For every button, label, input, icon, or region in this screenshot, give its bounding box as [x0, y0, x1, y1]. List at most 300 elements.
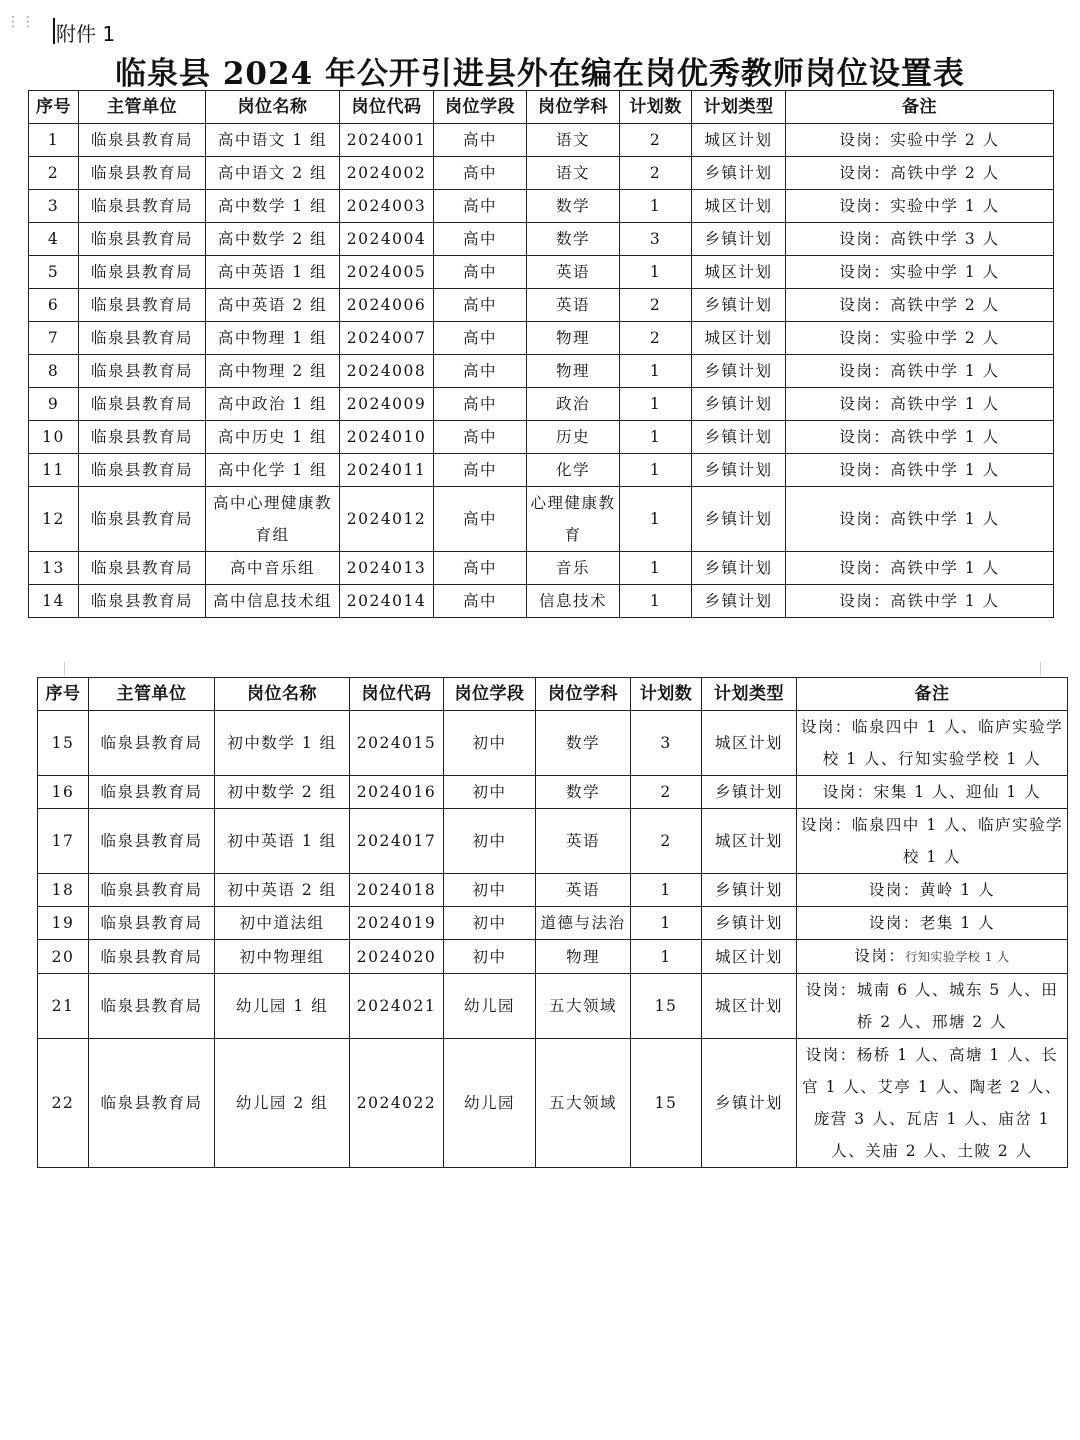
cell-no-text: 13: [42, 559, 65, 577]
cell-type: [702, 711, 797, 776]
cell-name-text: 幼儿园 1 组: [235, 997, 329, 1015]
cell-subject: [536, 776, 631, 809]
cell-unit-text: 临泉县教育局: [100, 783, 203, 801]
cell-code: [340, 223, 434, 256]
cell-name: [206, 289, 340, 322]
cell-stage-text: 高中: [462, 197, 497, 215]
cell-name-text: 高中化学 1 组: [217, 461, 328, 479]
cell-code: [340, 124, 434, 157]
cell-no-text: 8: [47, 362, 60, 380]
cell-no: [29, 157, 79, 190]
cell-count-text: 1: [649, 461, 662, 479]
cell-count-text: 2: [649, 131, 662, 149]
cell-type: [702, 907, 797, 940]
cell-note-text: 设岗：黄岭 1 人: [868, 881, 996, 899]
cell-unit-text: 临泉县教育局: [90, 428, 193, 446]
cell-stage: [434, 421, 527, 454]
cell-name: [215, 974, 350, 1039]
cell-note-text: 设岗：高铁中学 1 人: [839, 395, 1000, 413]
cell-note-text: 设岗：高铁中学 1 人: [839, 559, 1000, 577]
cell-type-text: 乡镇计划: [714, 1094, 783, 1112]
cell-subject-text: 物理: [555, 362, 590, 380]
cell-name: [206, 256, 340, 289]
cell-name: [206, 157, 340, 190]
cell-type: [692, 223, 786, 256]
cell-count-text: 3: [660, 734, 672, 752]
cell-no: [29, 256, 79, 289]
cell-unit: [79, 454, 206, 487]
cell-subject: [536, 974, 631, 1039]
cell-note: [786, 157, 1054, 190]
cell-subject-text: 数学: [555, 197, 590, 215]
cell-subject: [527, 585, 620, 618]
cell-no: [38, 874, 89, 907]
cell-subject-text: 化学: [555, 461, 590, 479]
cell-name-text: 高中历史 1 组: [217, 428, 328, 446]
cell-subject: [527, 388, 620, 421]
cell-no-text: 12: [42, 510, 65, 528]
cell-subject: [527, 289, 620, 322]
cell-subject: [527, 454, 620, 487]
cell-no-text: 18: [51, 881, 75, 899]
cell-unit-text: 临泉县教育局: [90, 296, 193, 314]
cell-name: [206, 454, 340, 487]
cell-type-text: 城区计划: [704, 197, 773, 215]
cell-stage: [444, 940, 536, 974]
cell-stage-text: 高中: [462, 362, 497, 380]
table-row: [38, 1039, 1068, 1168]
cell-note-text: 设岗：高铁中学 2 人: [839, 164, 1000, 182]
cell-subject-text: 五大领域: [548, 997, 617, 1015]
cell-subject: [527, 124, 620, 157]
cell-note-text: 设岗：实验中学 1 人: [839, 197, 1000, 215]
cell-code-text: 2024004: [346, 230, 427, 248]
cell-subject: [527, 487, 620, 552]
cell-no-text: 16: [51, 783, 75, 801]
cell-unit: [79, 289, 206, 322]
cell-stage: [444, 711, 536, 776]
cell-note-text: 设岗：高铁中学 3 人: [839, 230, 1000, 248]
cell-subject: [527, 190, 620, 223]
cell-note: [797, 1039, 1068, 1168]
cell-stage: [434, 585, 527, 618]
cell-no-text: 4: [47, 230, 60, 248]
cell-name-text: 高中英语 1 组: [217, 263, 328, 281]
cell-name-text: 高中心理健康教育组: [212, 494, 332, 544]
cell-note: [786, 124, 1054, 157]
column-header: 序号: [29, 91, 79, 124]
cell-note-text: 设岗：高铁中学 1 人: [839, 510, 1000, 528]
cell-code-text: 2024018: [356, 881, 437, 899]
cell-type-text: 乡镇计划: [704, 428, 773, 446]
cell-unit-text: 临泉县教育局: [90, 131, 193, 149]
table-row: [29, 289, 1054, 322]
cell-unit-text: 临泉县教育局: [100, 997, 203, 1015]
table-row: [38, 776, 1068, 809]
cell-unit-text: 临泉县教育局: [90, 362, 193, 380]
cell-name-text: 初中英语 1 组: [227, 832, 337, 850]
cell-unit: [79, 552, 206, 585]
cell-note: [797, 874, 1068, 907]
cell-note-text: 设岗：宋集 1 人、迎仙 1 人: [822, 783, 1042, 801]
cell-type-text: 乡镇计划: [714, 914, 783, 932]
cell-code-text: 2024006: [346, 296, 427, 314]
cell-subject-text: 物理: [565, 947, 600, 966]
positions-table-middle-kindergarten: [37, 677, 1068, 1168]
cell-code-text: 2024012: [346, 510, 427, 528]
cell-code: [350, 974, 444, 1039]
cell-code: [350, 809, 444, 874]
cell-no-text: 3: [47, 197, 60, 215]
cell-subject-text: 数学: [565, 783, 600, 801]
cell-subject-text: 历史: [555, 428, 590, 446]
cell-count: [620, 355, 692, 388]
cell-type: [702, 776, 797, 809]
page-break-marker: [1040, 662, 1041, 676]
column-header: 岗位学科: [527, 91, 620, 124]
table-row: [29, 552, 1054, 585]
cell-stage: [434, 322, 527, 355]
cell-unit-text: 临泉县教育局: [90, 559, 193, 577]
cell-type-text: 城区计划: [714, 947, 783, 966]
cell-code-text: 2024017: [356, 832, 437, 850]
column-header: 岗位名称: [206, 91, 340, 124]
cell-no: [29, 223, 79, 256]
cell-code-text: 2024016: [356, 783, 437, 801]
cell-count-text: 1: [649, 395, 662, 413]
cell-no-text: 15: [51, 734, 75, 752]
cell-unit-text: 临泉县教育局: [100, 1094, 203, 1112]
cell-name-text: 初中数学 1 组: [227, 734, 337, 752]
cell-note: [786, 322, 1054, 355]
cell-no-text: 9: [47, 395, 60, 413]
cell-note: [797, 940, 1068, 974]
cell-note-small-text: 行知实验学校 1 人: [905, 950, 1010, 964]
cell-stage-text: 初中: [472, 783, 507, 801]
cell-count: [620, 157, 692, 190]
drag-handle-icon[interactable]: ⋮⋮: [6, 14, 36, 30]
cell-code-text: 2024007: [346, 329, 427, 347]
cell-unit-text: 临泉县教育局: [90, 263, 193, 281]
cell-unit-text: 临泉县教育局: [90, 592, 193, 610]
cell-type: [692, 190, 786, 223]
cell-type-text: 乡镇计划: [704, 461, 773, 479]
cell-code: [340, 322, 434, 355]
cell-type: [702, 1039, 797, 1168]
cell-no-text: 20: [51, 947, 75, 966]
cell-code-text: 2024003: [346, 197, 427, 215]
cell-count-text: 1: [649, 592, 662, 610]
cell-no: [38, 907, 89, 940]
cell-name: [215, 1039, 350, 1168]
cell-name: [206, 585, 340, 618]
cell-code-text: 2024005: [346, 263, 427, 281]
cell-note: [797, 809, 1068, 874]
cell-code: [340, 552, 434, 585]
cell-type: [692, 355, 786, 388]
cell-stage: [444, 776, 536, 809]
cell-unit: [89, 776, 215, 809]
cell-code-text: 2024013: [346, 559, 427, 577]
cell-stage-text: 高中: [462, 329, 497, 347]
cell-subject-text: 信息技术: [538, 592, 607, 610]
cell-subject-text: 英语: [565, 881, 600, 899]
cell-note: [786, 355, 1054, 388]
cell-name: [215, 809, 350, 874]
column-header: 岗位代码: [350, 678, 444, 711]
cell-type-text: 乡镇计划: [714, 881, 783, 899]
cell-unit-text: 临泉县教育局: [100, 734, 203, 752]
cell-count-text: 15: [654, 997, 678, 1015]
cell-stage: [444, 1039, 536, 1168]
cell-unit: [79, 223, 206, 256]
cell-count: [620, 487, 692, 552]
cell-count-text: 1: [649, 510, 662, 528]
cell-code: [340, 157, 434, 190]
cell-type: [702, 809, 797, 874]
cell-count: [620, 124, 692, 157]
cell-count: [631, 907, 702, 940]
cell-subject: [536, 809, 631, 874]
table-row: [29, 355, 1054, 388]
cell-note: [786, 421, 1054, 454]
cell-name-text: 初中道法组: [239, 914, 325, 932]
cell-subject-text: 语文: [555, 131, 590, 149]
cell-count: [631, 874, 702, 907]
cell-subject: [527, 421, 620, 454]
column-header: 计划数: [620, 91, 692, 124]
column-header: 岗位名称: [215, 678, 350, 711]
table-row: [29, 421, 1054, 454]
cell-name: [215, 874, 350, 907]
cell-unit-text: 临泉县教育局: [90, 461, 193, 479]
cell-unit-text: 临泉县教育局: [90, 197, 193, 215]
cell-stage: [434, 256, 527, 289]
cell-note: [786, 256, 1054, 289]
cell-type-text: 城区计划: [714, 734, 783, 752]
table-row: [29, 585, 1054, 618]
cell-subject-text: 数学: [565, 734, 600, 752]
cell-type: [702, 940, 797, 974]
cell-unit: [89, 1039, 215, 1168]
cell-subject-text: 心理健康教育: [530, 494, 616, 544]
cell-unit: [79, 355, 206, 388]
cell-unit: [79, 487, 206, 552]
cell-no-text: 5: [47, 263, 60, 281]
cell-stage: [444, 809, 536, 874]
cell-subject: [527, 355, 620, 388]
cell-unit-text: 临泉县教育局: [90, 329, 193, 347]
cell-code-text: 2024022: [356, 1094, 437, 1112]
cell-code-text: 2024001: [346, 131, 427, 149]
cell-unit: [89, 874, 215, 907]
cell-stage: [434, 223, 527, 256]
table-row: [38, 940, 1068, 974]
table-header-row: [29, 91, 1054, 124]
cell-unit-text: 临泉县教育局: [100, 914, 203, 932]
cell-type-text: 城区计划: [704, 263, 773, 281]
cell-count: [631, 940, 702, 974]
cell-stage: [434, 388, 527, 421]
cell-stage-text: 高中: [462, 263, 497, 281]
cell-code: [350, 1039, 444, 1168]
column-header: 岗位代码: [340, 91, 434, 124]
cell-subject-text: 音乐: [555, 559, 590, 577]
cell-type: [692, 487, 786, 552]
cell-note-text: 设岗：临泉四中 1 人、临庐实验学校 1 人: [800, 816, 1064, 866]
cell-no-text: 10: [42, 428, 65, 446]
cell-type-text: 城区计划: [714, 997, 783, 1015]
cell-no: [29, 552, 79, 585]
cell-type: [692, 388, 786, 421]
cell-no-text: 1: [47, 131, 60, 149]
cell-unit-text: 临泉县教育局: [90, 230, 193, 248]
cell-code: [340, 388, 434, 421]
cell-type-text: 乡镇计划: [704, 510, 773, 528]
cell-no: [29, 289, 79, 322]
cell-stage: [434, 190, 527, 223]
cell-name-text: 高中语文 2 组: [217, 164, 328, 182]
cell-unit-text: 临泉县教育局: [100, 881, 203, 899]
cell-name: [206, 124, 340, 157]
attachment-label: 附件 1: [56, 22, 116, 46]
cell-subject-text: 英语: [565, 832, 600, 850]
cell-code: [340, 190, 434, 223]
cell-stage: [434, 289, 527, 322]
cell-count-text: 1: [649, 428, 662, 446]
cell-count: [620, 322, 692, 355]
column-header: 备注: [786, 91, 1054, 124]
cell-count: [631, 809, 702, 874]
cell-count-text: 1: [649, 362, 662, 380]
cell-count: [631, 1039, 702, 1168]
cell-stage-text: 初中: [472, 914, 507, 932]
cell-no-text: 6: [47, 296, 60, 314]
cell-count-text: 2: [649, 329, 662, 347]
cell-unit: [89, 809, 215, 874]
cell-no: [38, 809, 89, 874]
cell-count-text: 1: [649, 197, 662, 215]
cell-type-text: 城区计划: [704, 329, 773, 347]
cell-code: [340, 421, 434, 454]
cell-code: [350, 711, 444, 776]
table-row: [38, 907, 1068, 940]
cell-name: [215, 776, 350, 809]
cell-unit: [79, 256, 206, 289]
positions-table-high-school: [28, 90, 1054, 618]
column-header: 计划数: [631, 678, 702, 711]
cell-code: [340, 355, 434, 388]
table-row: [29, 454, 1054, 487]
cell-count-text: 2: [660, 783, 672, 801]
cell-stage-text: 幼儿园: [463, 997, 515, 1015]
page-title: 临泉县 2024 年公开引进县外在编在岗优秀教师岗位设置表: [115, 56, 965, 92]
cell-count: [620, 421, 692, 454]
cell-unit: [79, 157, 206, 190]
cell-no-text: 7: [47, 329, 60, 347]
cell-name: [215, 907, 350, 940]
cell-subject: [527, 552, 620, 585]
cell-count: [620, 552, 692, 585]
cell-type-text: 乡镇计划: [704, 164, 773, 182]
cell-unit-text: 临泉县教育局: [100, 832, 203, 850]
table-body: [29, 124, 1054, 618]
cell-note-text: 设岗：实验中学 2 人: [839, 329, 1000, 347]
cell-count: [631, 711, 702, 776]
cell-code: [340, 454, 434, 487]
cell-type: [692, 256, 786, 289]
cell-count: [620, 223, 692, 256]
cell-type-text: 乡镇计划: [704, 559, 773, 577]
cell-code-text: 2024008: [346, 362, 427, 380]
cell-note-text: 设岗：高铁中学 1 人: [839, 428, 1000, 446]
cell-subject: [527, 256, 620, 289]
table-row: [38, 711, 1068, 776]
table-row: [38, 974, 1068, 1039]
column-header: 岗位学段: [444, 678, 536, 711]
cell-count: [620, 190, 692, 223]
cell-no: [38, 974, 89, 1039]
cell-name-text: 高中语文 1 组: [217, 131, 328, 149]
cell-stage: [444, 974, 536, 1039]
cell-type-text: 城区计划: [714, 832, 783, 850]
cell-stage: [434, 487, 527, 552]
cell-no: [38, 711, 89, 776]
cell-stage-text: 高中: [462, 230, 497, 248]
cell-note-text: 设岗：高铁中学 1 人: [839, 592, 1000, 610]
cell-type: [692, 289, 786, 322]
cell-code-text: 2024021: [356, 997, 437, 1015]
cell-no-text: 14: [42, 592, 65, 610]
cell-stage-text: 高中: [462, 395, 497, 413]
cell-type-text: 乡镇计划: [704, 395, 773, 413]
cell-no: [29, 355, 79, 388]
cell-stage: [434, 355, 527, 388]
cell-note-text: 设岗：实验中学 1 人: [839, 263, 1000, 281]
cell-count-text: 1: [649, 559, 662, 577]
cell-code-text: 2024009: [346, 395, 427, 413]
cell-name-text: 高中英语 2 组: [217, 296, 328, 314]
cell-code: [350, 776, 444, 809]
cell-no-text: 11: [42, 461, 65, 479]
cell-type: [692, 322, 786, 355]
cell-no: [29, 190, 79, 223]
cell-code: [350, 940, 444, 974]
cell-subject-text: 英语: [555, 296, 590, 314]
cell-code-text: 2024010: [346, 428, 427, 446]
cell-subject: [536, 711, 631, 776]
table-row: [29, 256, 1054, 289]
cell-code-text: 2024002: [346, 164, 427, 182]
cell-stage-text: 高中: [462, 461, 497, 479]
cell-type-text: 乡镇计划: [704, 296, 773, 314]
cell-note-text: 设岗：高铁中学 2 人: [839, 296, 1000, 314]
cell-type-text: 乡镇计划: [704, 362, 773, 380]
cell-note-text: 设岗：老集 1 人: [868, 914, 996, 932]
cell-no-text: 17: [51, 832, 75, 850]
cell-stage: [434, 124, 527, 157]
cell-subject-text: 政治: [555, 395, 590, 413]
cell-subject-text: 五大领域: [548, 1094, 617, 1112]
cell-name-text: 高中物理 2 组: [217, 362, 328, 380]
cell-unit: [79, 190, 206, 223]
cell-stage-text: 初中: [472, 947, 507, 966]
cell-name: [215, 711, 350, 776]
cell-subject: [536, 1039, 631, 1168]
cell-count: [631, 776, 702, 809]
table-row: [29, 223, 1054, 256]
cell-code-text: 2024019: [356, 914, 437, 932]
